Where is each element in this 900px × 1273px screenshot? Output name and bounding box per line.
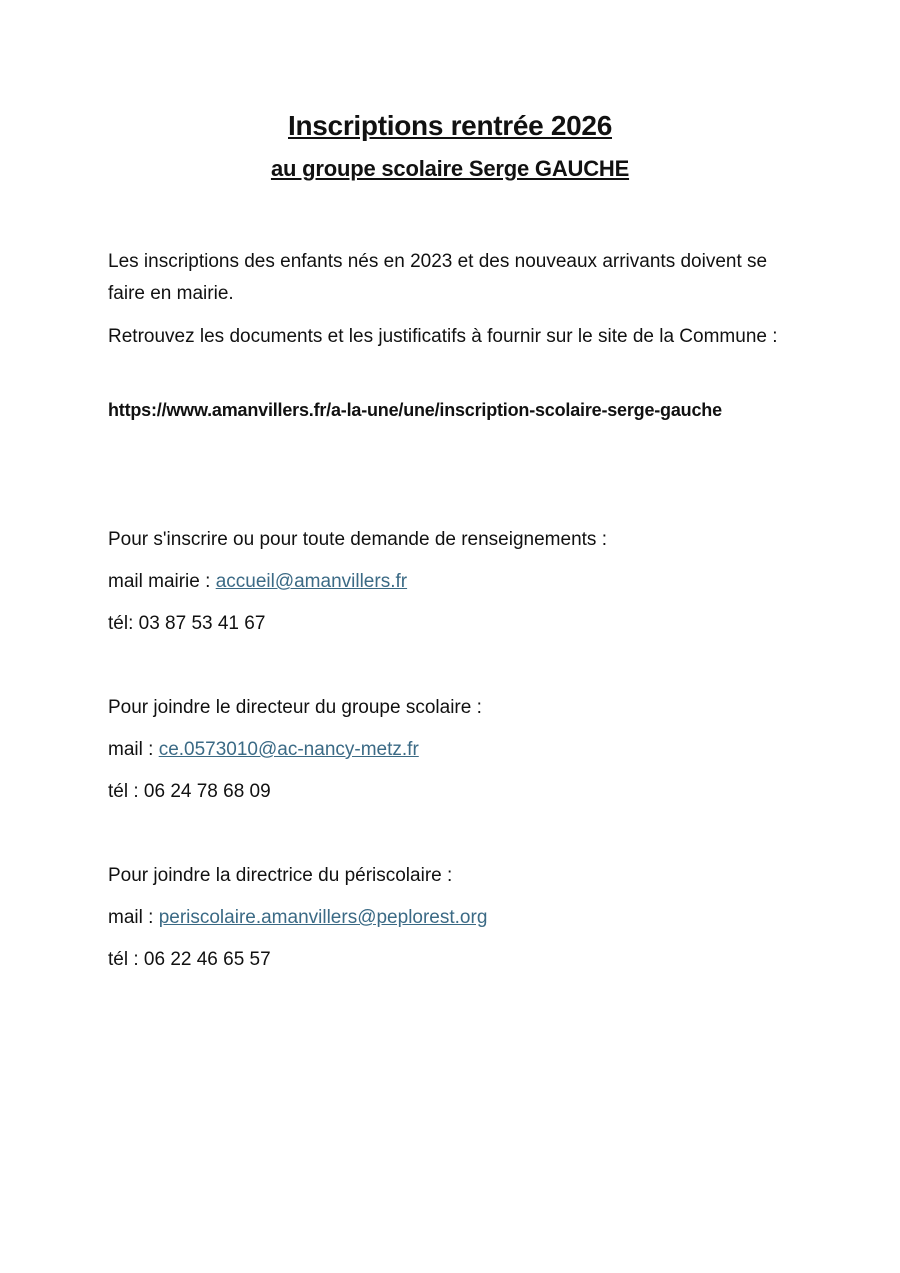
mairie-mail-label: mail mairie : bbox=[108, 571, 216, 592]
directeur-mail-label: mail : bbox=[108, 739, 159, 760]
page-title: Inscriptions rentrée 2026 bbox=[288, 110, 612, 141]
mairie-heading: Pour s'inscrire ou pour toute demande de renseignements : bbox=[108, 529, 607, 550]
intro-paragraph: Les inscriptions des enfants nés en 2023 et des nouveaux arrivants doivent se faire en mairie. bbox=[108, 251, 768, 304]
directeur-heading: Pour joindre le directeur du groupe scolaire : bbox=[108, 697, 482, 718]
periscolaire-heading: Pour joindre la directrice du périscolaire : bbox=[108, 865, 453, 886]
documents-paragraph: Retrouvez les documents et les justificatifs à fournir sur le site de la Commune : bbox=[108, 326, 778, 347]
mairie-mail-link[interactable]: accueil@amanvillers.fr bbox=[215, 571, 408, 592]
directeur-tel: tél : 06 24 78 68 09 bbox=[108, 781, 271, 802]
periscolaire-tel: tél : 06 22 46 65 57 bbox=[108, 949, 271, 970]
periscolaire-mail-link[interactable]: periscolaire.amanvillers@peplorest.org bbox=[158, 907, 488, 928]
directeur-mail-line bbox=[108, 739, 419, 761]
mairie-tel: tél: 03 87 53 41 67 bbox=[108, 613, 266, 634]
directeur-mail-link[interactable]: ce.0573010@ac-nancy-metz.fr bbox=[158, 739, 419, 760]
periscolaire-mail-label: mail : bbox=[108, 907, 159, 928]
registration-url[interactable]: https://www.amanvillers.fr/a-la-une/une/inscription-scolaire-serge-gauche bbox=[108, 400, 722, 420]
periscolaire-mail-line bbox=[108, 907, 487, 929]
page-subtitle: au groupe scolaire Serge GAUCHE bbox=[270, 156, 630, 181]
mairie-mail-line bbox=[108, 571, 407, 593]
